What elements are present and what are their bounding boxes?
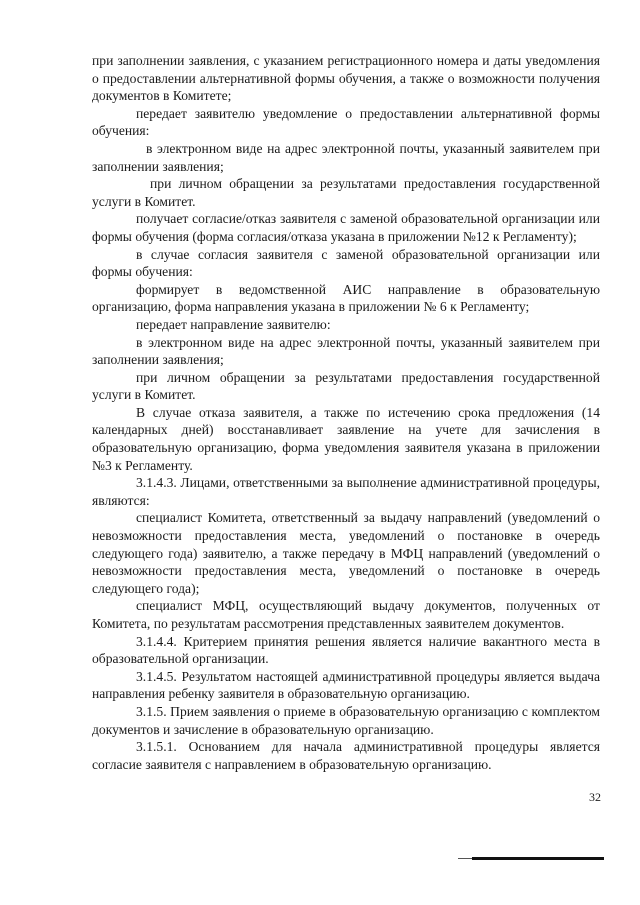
paragraph: 3.1.4.4. Критерием принятия решения является наличие вакантного места в образовательной организации. — [92, 633, 600, 667]
page-number: 32 — [589, 790, 601, 804]
paragraph: 3.1.5. Прием заявления о приеме в образовательную организацию с комплектом документов и зачисление в образовательную организацию. — [92, 703, 600, 737]
paragraph: специалист МФЦ, осуществляющий выдачу документов, полученных от Комитета, по результатам рассмотрения представленных заявителем документов. — [92, 598, 600, 631]
paragraph: 3.1.5.1. Основанием для начала административной процедуры является согласие заявителя с направлением в образовательную организацию. — [92, 739, 600, 772]
paragraph: при личном обращении за результатами предоставления государственной услуги в Комитет. — [92, 176, 600, 209]
paragraph: специалист Комитета, ответственный за выдачу направлений (уведомлений о невозможности предоставления места, уведомлений о постановке в очередь следующего года) заявителю, а также передачу в МФЦ направлений (уведомлений о невозможности предоставления места, уведомлений о постановке в очередь следующего года); — [92, 510, 600, 596]
paragraph: в электронном виде на адрес электронной почты, указанный заявителем при заполнении заявления; — [92, 334, 600, 368]
paragraph: при заполнении заявления, с указанием регистрационного номера и даты уведомления о предоставлении альтернативной формы обучения, а также о возможности получения документов в Комитете; — [92, 53, 600, 104]
paragraph: формирует в ведомственной АИС направление в образовательную организацию, форма направления указана в приложении № 6 к Регламенту; — [92, 281, 600, 315]
paragraph: в электронном виде на адрес электронной почты, указанный заявителем при заполнении заявления; — [92, 140, 600, 174]
paragraph: при личном обращении за результатами предоставления государственной услуги в Комитет. — [92, 369, 600, 403]
paragraph: передает заявителю уведомление о предоставлении альтернативной формы обучения: — [92, 105, 600, 139]
paragraph: в случае согласия заявителя с заменой образовательной организации или формы обучения: — [92, 246, 600, 280]
paragraph: 3.1.4.5. Результатом настоящей административной процедуры является выдача направления ребенку заявителя в образовательную организацию. — [92, 668, 600, 702]
footer-rule — [472, 857, 604, 860]
paragraph: 3.1.4.3. Лицами, ответственными за выполнение административной процедуры, являются: — [92, 475, 600, 508]
paragraph: В случае отказа заявителя, а также по истечению срока предложения (14 календарных дней) восстанавливает заявление на учете для зачисления в образовательную организацию, форма уведомления заявителя указана в приложении №3 к Регламенту. — [92, 404, 600, 473]
paragraph: получает согласие/отказ заявителя с заменой образовательной организации или формы обучения (форма согласия/отказа указана в приложении №12 к Регламенту); — [92, 211, 600, 244]
document-body — [92, 52, 600, 773]
paragraph: передает направление заявителю: — [136, 316, 331, 332]
